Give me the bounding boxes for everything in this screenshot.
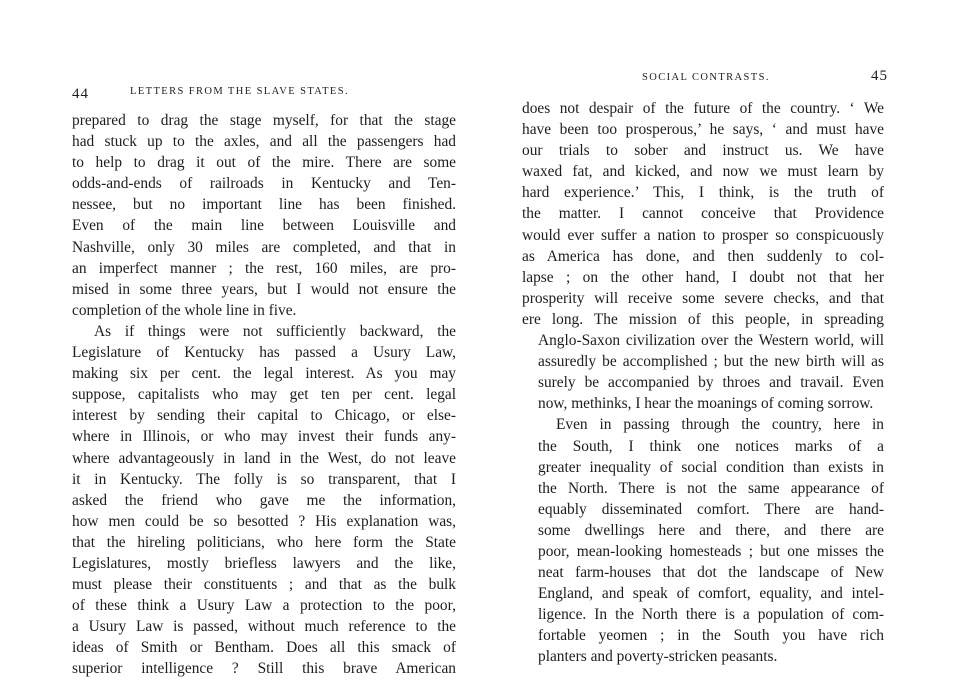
text-line: our trials to sober and instruct us. We have	[522, 142, 884, 160]
text-line: the North. There is not the same appearance of	[538, 479, 884, 497]
text-line: would ever suffer a nation to prosper so conspicuously	[522, 226, 884, 244]
right-page-number: 45	[871, 68, 888, 84]
text-line: equably disseminated comfort. There are hand-	[538, 500, 884, 518]
text-line: suppose, capitalists who may get ten per cent. legal	[72, 386, 456, 404]
text-line: to help to drag it out of the mire. There are some	[72, 154, 456, 172]
text-line: as America has done, and then suddenly to col-	[522, 247, 884, 265]
text-line: surely be accompanied by throes and travail. Even	[538, 374, 884, 392]
text-line: some dwellings here and there, and there are	[538, 521, 884, 539]
text-line: of these think a Usury Law a protection to the poor,	[72, 597, 456, 615]
text-line: hard experience.’ This, I think, is the truth of	[522, 184, 884, 202]
text-line: planters and poverty-stricken peasants.	[538, 648, 778, 666]
text-line: the matter. I cannot conceive that Providence	[522, 205, 884, 223]
left-page-body	[72, 110, 456, 680]
text-line: a Usury Law is passed, without much reference to the	[72, 618, 456, 636]
text-line: odds-and-ends of railroads in Kentucky and Ten-	[72, 175, 456, 193]
text-line: prosperity will receive some severe checks, and that	[522, 289, 884, 307]
text-line: does not despair of the future of the country. ‘ We	[522, 100, 884, 117]
text-line: Anglo-Saxon civilization over the Western world, will	[538, 332, 884, 350]
right-page-header	[522, 68, 908, 92]
text-line: where in Illinois, or who may invest their funds any-	[72, 428, 456, 446]
text-line: an imperfect manner ; the rest, 160 miles, are pro-	[72, 259, 456, 277]
text-line: asked the friend who gave me the information,	[72, 491, 456, 509]
left-page-header	[72, 72, 460, 102]
text-line: it in Kentucky. The folly is so transparent, that I	[72, 470, 456, 488]
text-line: fortable yeomen ; in the South you have rich	[538, 627, 884, 645]
text-line: have been too prosperous,’ he says, ‘ and must have	[522, 121, 884, 139]
left-page-number: 44	[72, 86, 89, 102]
text-line: now, methinks, I hear the moanings of coming sorrow.	[538, 395, 874, 413]
text-line: Nashville, only 30 miles are completed, and that in	[72, 238, 456, 256]
text-line: where advantageously in land in the West, do not leave	[72, 449, 456, 467]
text-line: Legislatures, mostly briefless lawyers and the like,	[72, 554, 456, 572]
text-line: superior intelligence ? Still this brave American	[72, 660, 456, 678]
text-line: prepared to drag the stage myself, for that the stage	[72, 112, 456, 129]
text-line: waxed fat, and kicked, and now we must learn by	[522, 163, 884, 181]
right-running-head: SOCIAL CONTRASTS.	[642, 72, 770, 83]
text-line: ideas of Smith or Bentham. Does all this smack of	[72, 639, 456, 657]
text-line: ere long. The mission of this people, in spreading	[522, 310, 884, 328]
text-line: must please their constituents ; and that as the bulk	[72, 576, 456, 594]
text-line: assuredly be accomplished ; but the new birth will as	[538, 353, 884, 371]
text-line: had stuck up to the axles, and all the passengers had	[72, 133, 456, 151]
right-page-body	[522, 98, 884, 668]
left-running-head: LETTERS FROM THE SLAVE STATES.	[130, 86, 349, 97]
text-line: the South, I think one notices marks of a	[538, 437, 884, 455]
text-line: interest by sending their capital to Chicago, or else-	[72, 407, 456, 425]
text-line: nessee, but no important line has been finished.	[72, 196, 456, 214]
text-line: neat farm-houses that dot the landscape of New	[538, 564, 884, 582]
text-line: that the hireling politicians, who here form the State	[72, 533, 456, 551]
text-line: ligence. In the North there is a population of com-	[538, 606, 884, 624]
text-line: England, and speak of comfort, equality, and intel-	[538, 585, 884, 603]
text-line: Legislature of Kentucky has passed a Usury Law,	[72, 344, 456, 362]
text-line: mised in some three years, but I would not ensure the	[72, 280, 456, 298]
text-line: making six per cent. the legal interest. As you may	[72, 365, 456, 383]
text-line: Even of the main line between Louisville and	[72, 217, 456, 235]
text-line: As if things were not sufficiently backward, the	[94, 322, 456, 340]
text-line: lapse ; on the other hand, I doubt not that her	[522, 268, 884, 286]
text-line: how men could be so besotted ? His explanation was,	[72, 512, 456, 530]
text-line: completion of the whole line in five.	[72, 301, 297, 319]
text-line: Even in passing through the country, here in	[556, 416, 884, 434]
text-line: greater inequality of social condition than exists in	[538, 458, 884, 476]
text-line: poor, mean-looking homesteads ; but one misses the	[538, 542, 884, 560]
